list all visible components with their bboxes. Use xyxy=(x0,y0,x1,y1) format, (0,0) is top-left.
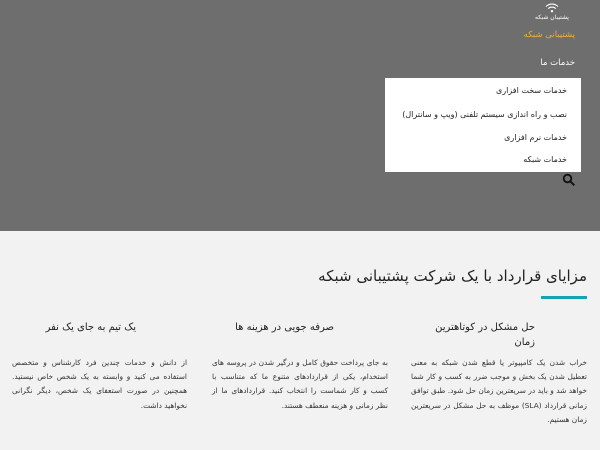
benefit-title-fast: حل مشکل در کوتاهترین زمان xyxy=(435,322,535,348)
nav-our-services[interactable]: خدمات ما xyxy=(540,58,575,68)
logo-text: پشتیبان شبکه xyxy=(535,14,569,21)
services-dropdown xyxy=(385,78,581,172)
benefit-text-fast: خراب شدن یک کامپیوتر یا قطع شدن شبکه به معنی تعطیل شدن یک بخش و موجب ضرر به کسب و کار شما خواهد شد و باید در سریعترین زمان حل شود. طبق توافق زمانی قرارداد (SLA) موظف به حل مشکل در سریعترین زمان هستیم. xyxy=(411,358,587,424)
section-title: مزایای قرارداد با یک شرکت پشتیبانی شبکه xyxy=(318,267,587,285)
benefit-text-cost: به جای پرداخت حقوق کامل و درگیر شدن در پروسه های استخدام، یکی از قراردادهای متنوع ما که متناسب با کسب و کار شماست را انتخاب کنید. قراردادهای ما از نظر زمانی و هزینه منعطف هستند. xyxy=(212,358,388,410)
title-underline xyxy=(541,296,587,299)
search-button[interactable] xyxy=(562,172,576,186)
wifi-icon xyxy=(545,2,559,13)
dropdown-item-network[interactable]: خدمات شبکه xyxy=(523,155,567,164)
nav-network-support[interactable]: پشتیبانی شبکه xyxy=(523,30,575,40)
benefit-title-cost: صرفه جویی در هزینه ها xyxy=(235,322,334,333)
search-icon xyxy=(562,173,576,187)
dropdown-item-software[interactable]: خدمات نرم افزاری xyxy=(504,133,567,142)
dropdown-item-hardware[interactable]: خدمات سخت افزاری xyxy=(495,86,567,95)
logo[interactable] xyxy=(522,2,582,22)
benefit-title-team: یک تیم به جای یک نفر xyxy=(45,322,136,333)
benefit-text-team: از دانش و خدمات چندین فرد کارشناس و متخصص استفاده می کنید و وابسته به یک شخص خاص نیستید. همچنین در صورت استعفای یک شخص، دیگر نگرانی نخواهید داشت. xyxy=(12,358,187,410)
dropdown-item-voip[interactable]: نصب و راه اندازی سیستم تلفنی (ویپ و سانترال) xyxy=(402,110,567,119)
